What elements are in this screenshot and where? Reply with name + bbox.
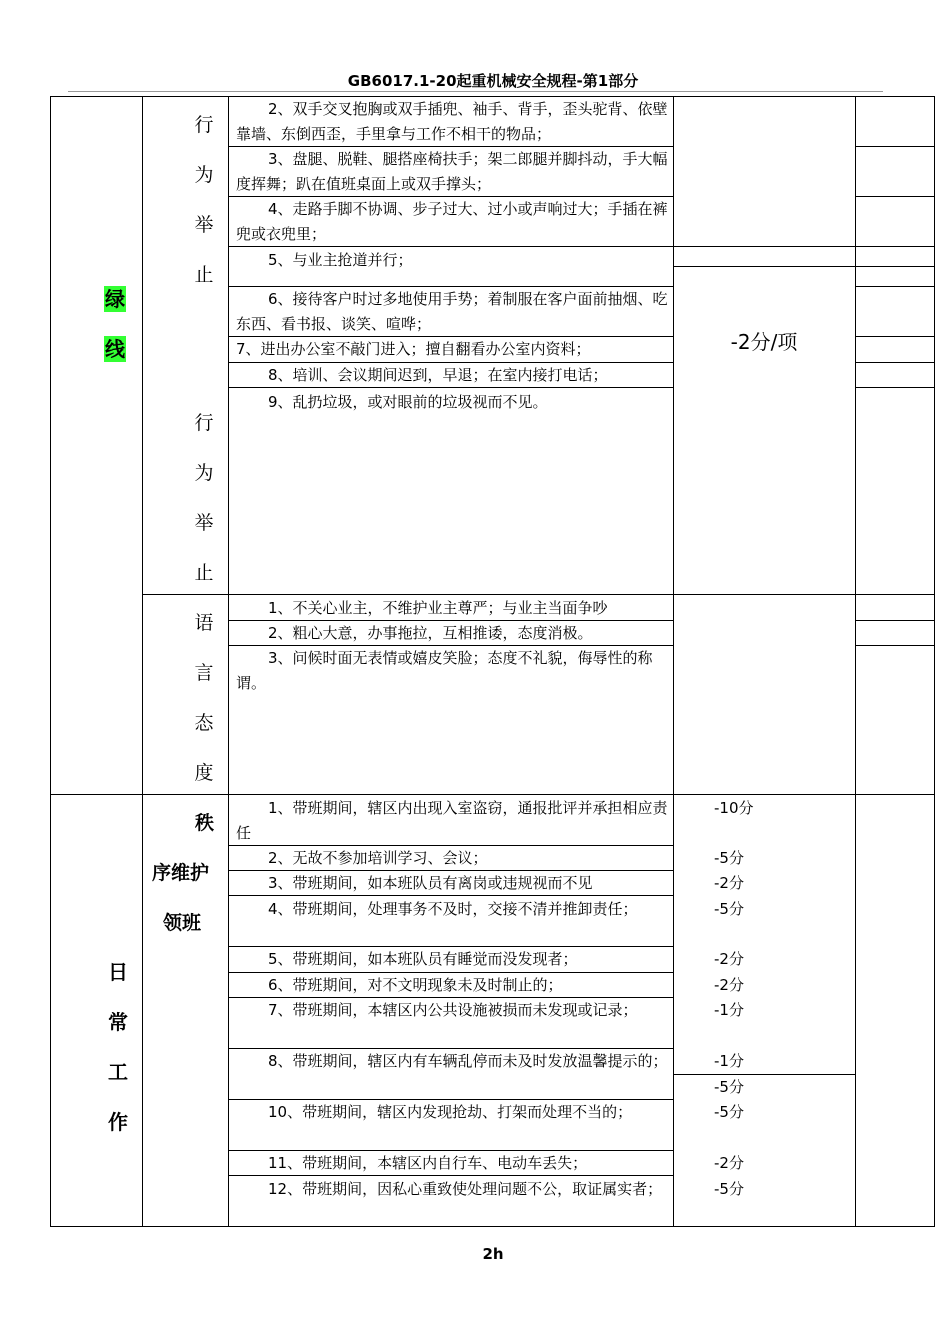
penalty-score: -2分/项	[730, 330, 798, 354]
sub-label-char: 态	[194, 712, 214, 734]
rule-item: 2、双手交叉抱胸或双手插兜、袖手、背手，歪头驼背、依壁靠墙、东倒西歪，手里拿与工作不相干的物品；	[236, 100, 668, 143]
penalty-score: -5分	[714, 849, 744, 867]
rule-item: 5、带班期间，如本班队员有睡觉而没发现者；	[268, 950, 578, 968]
rule-item: 12、带班期间，因私心重致使处理问题不公，取证属实者；	[268, 1180, 663, 1198]
rule-item: 3、带班期间，如本班队员有离岗或违规视而不见	[268, 874, 593, 892]
sub-label-char: 行	[194, 412, 214, 434]
row-line	[855, 336, 935, 337]
row-line	[855, 196, 935, 197]
penalty-score: -2分	[714, 976, 744, 994]
sub-label-char: 语	[194, 612, 214, 634]
row-line	[855, 362, 935, 363]
section-label-char: 线	[105, 337, 125, 361]
page-header-title: GB6017.1-20起重机械安全规程-第1部分	[347, 72, 639, 90]
rule-item: 10、带班期间，辖区内发现抢劫、打架而处理不当的；	[268, 1103, 633, 1121]
section-label-char: 作	[108, 1110, 128, 1134]
row-line	[855, 387, 935, 388]
sub-label-char: 止	[194, 562, 214, 584]
rule-item: 6、带班期间，对不文明现象未及时制止的；	[268, 976, 563, 994]
rule-item: 11、带班期间，本辖区内自行车、电动车丢失；	[268, 1154, 588, 1172]
rule-item: 4、走路手脚不协调、步子过大、过小或声响过大；手插在裤兜或衣兜里；	[236, 200, 668, 243]
row-line	[855, 645, 935, 646]
row-line	[673, 1074, 855, 1075]
rule-item: 1、不关心业主，不维护业主尊严；与业主当面争吵	[268, 599, 608, 617]
sub-label-char: 止	[194, 264, 214, 286]
section-label-char: 日	[108, 960, 128, 984]
section-label-char: 工	[108, 1060, 128, 1084]
sub-label-char: 度	[194, 762, 214, 784]
rule-item: 5、与业主抢道并行；	[268, 251, 413, 269]
subsection-divider	[142, 594, 935, 595]
rule-item: 3、盘腿、脱鞋、腿搭座椅扶手；架二郎腿并脚抖动，手大幅度挥舞；趴在值班桌面上或双手撑头；	[236, 150, 668, 193]
sub-label-line: 领班	[163, 912, 202, 934]
section-divider	[50, 794, 935, 795]
rule-item: 7、进出办公室不敲门进入；擅自翻看办公室内资料；	[236, 340, 591, 358]
row-line	[855, 286, 935, 287]
table-border-left	[50, 96, 51, 1227]
rule-item: 1、带班期间，辖区内出现入室盗窃，通报批评并承担相应责任	[236, 799, 668, 842]
row-line	[855, 146, 935, 147]
penalty-score: -2分	[714, 1154, 744, 1172]
penalty-score: -1分	[714, 1052, 744, 1070]
penalty-score: -2分	[714, 874, 744, 892]
section-label-char: 常	[108, 1010, 128, 1034]
penalty-score: -1分	[714, 1001, 744, 1019]
row-line	[673, 266, 935, 267]
rule-item: 7、带班期间，本辖区内公共设施被损而未发现或记录；	[268, 1001, 638, 1019]
table-border-bottom	[50, 1226, 935, 1227]
header-rule	[68, 91, 883, 92]
table-col-line	[142, 96, 143, 1227]
rule-item: 2、无故不参加培训学习、会议；	[268, 849, 488, 867]
page-number: 2h	[482, 1245, 504, 1263]
rule-item: 6、接待客户时过多地使用手势；着制服在客户面前抽烟、吃东西、看书报、谈笑、喧哗；	[236, 290, 668, 333]
sub-label-line: 秩	[195, 812, 215, 834]
sub-label-char: 言	[194, 662, 214, 684]
penalty-score: -5分	[714, 900, 744, 918]
penalty-score: -5分	[714, 1180, 744, 1198]
penalty-score: -5分	[714, 1103, 744, 1121]
row-line	[855, 620, 935, 621]
rule-item: 2、粗心大意，办事拖拉，互相推诿，态度消极。	[268, 624, 593, 642]
rule-item: 9、乱扔垃圾，或对眼前的垃圾视而不见。	[268, 393, 548, 411]
rule-item: 4、带班期间，处理事务不及时，交接不清并推卸责任；	[268, 900, 638, 918]
penalty-score: -10分	[714, 799, 754, 817]
table-col-line	[228, 96, 229, 1227]
sub-label-char: 为	[194, 462, 214, 484]
rule-item: 8、带班期间，辖区内有车辆乱停而未及时发放温馨提示的；	[268, 1052, 668, 1070]
sub-label-char: 举	[194, 512, 214, 534]
penalty-score: -2分	[714, 950, 744, 968]
rule-item: 3、问候时面无表情或嬉皮笑脸；态度不礼貌，侮辱性的称谓。	[236, 649, 653, 692]
sub-label-char: 为	[194, 164, 214, 186]
sub-label-line: 序维护	[152, 862, 210, 884]
sub-label-char: 举	[194, 214, 214, 236]
rule-item: 8、培训、会议期间迟到，早退；在室内接打电话；	[268, 366, 608, 384]
section-label-char: 绿	[105, 287, 125, 311]
sub-label-char: 行	[194, 114, 214, 136]
penalty-score: -5分	[714, 1078, 744, 1096]
